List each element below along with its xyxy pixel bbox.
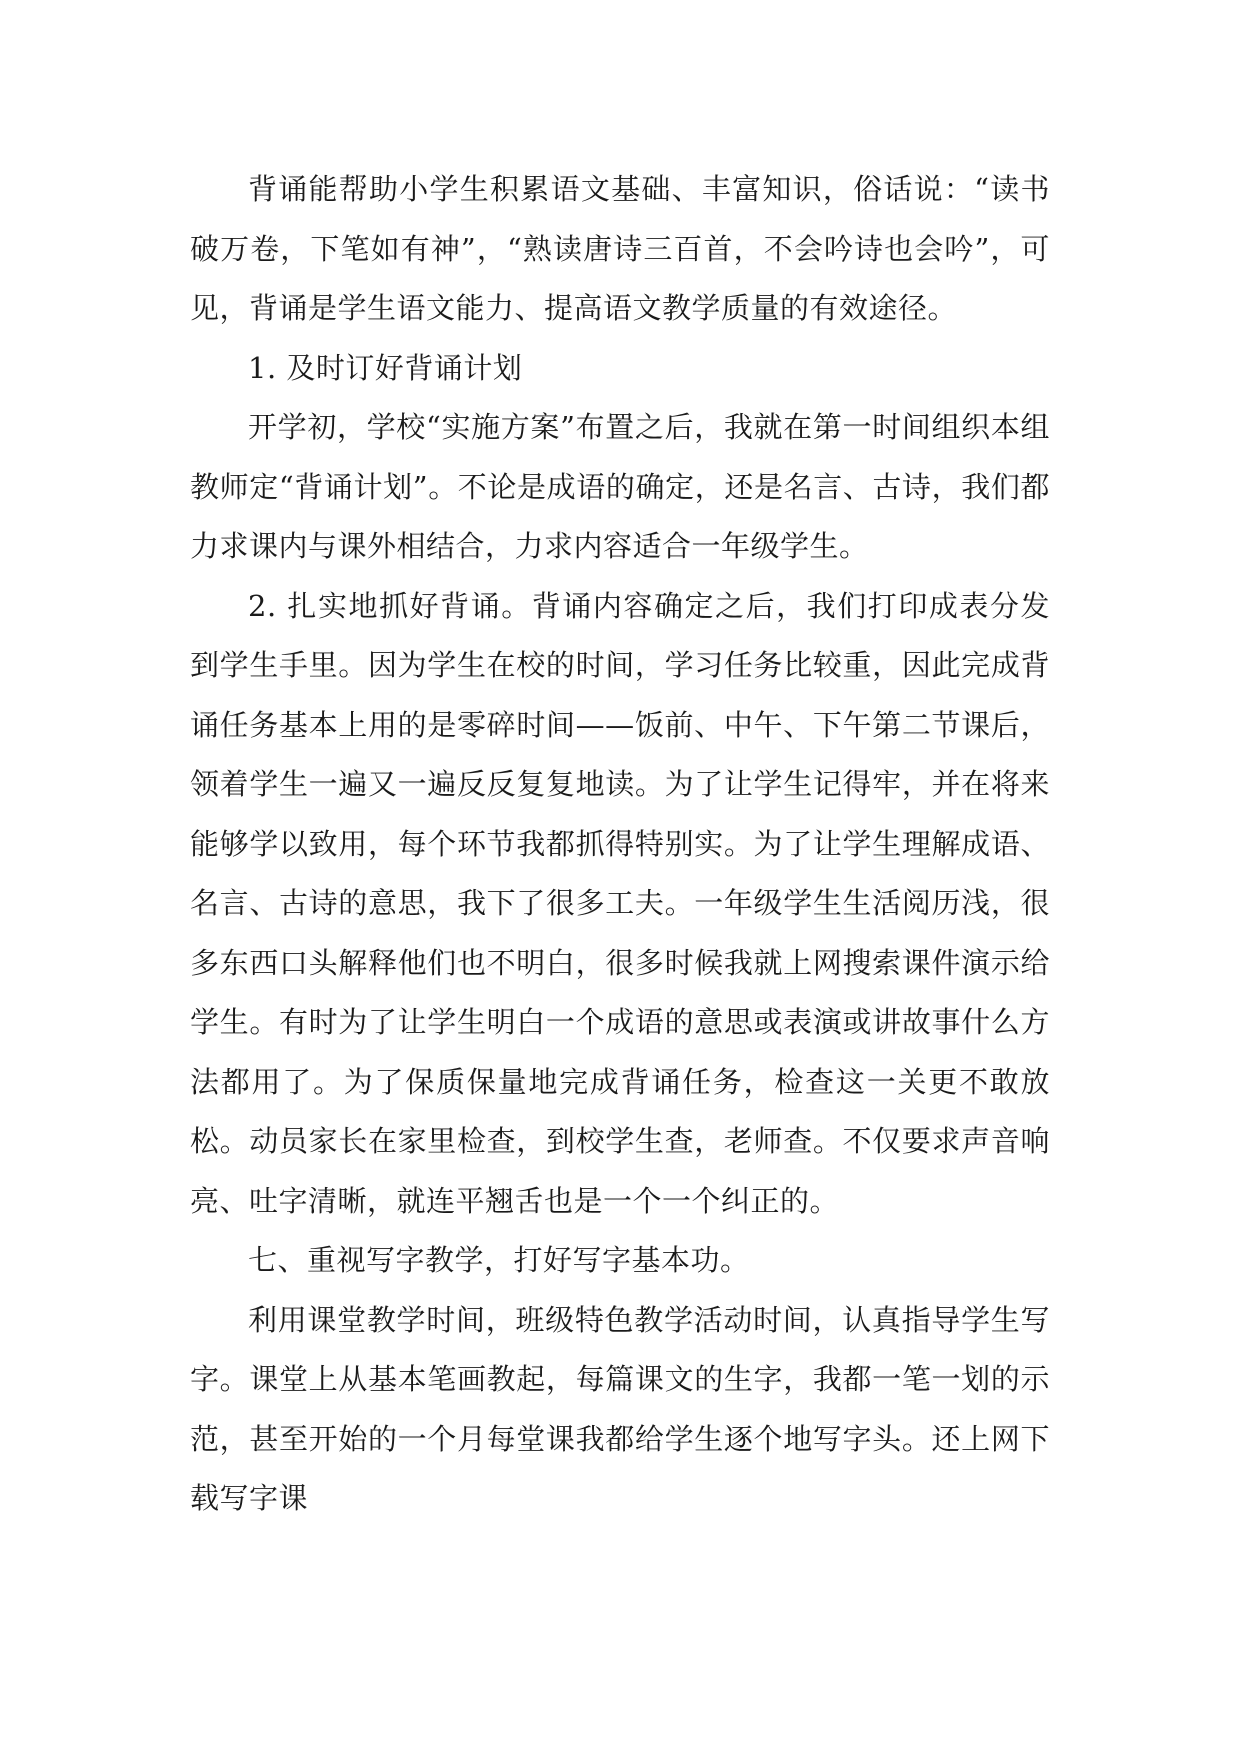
paragraph-recitation-plan: 开学初，学校“实施方案”布置之后，我就在第一时间组织本组教师定“背诵计划”。不论是成语的确定，还是名言、古诗，我们都力求课内与课外相结合，力求内容适合一年级学生。 [190,410,1050,563]
paragraph-writing-teaching: 利用课堂教学时间，班级特色教学活动时间，认真指导学生写字。课堂上从基本笔画教起，每篇课文的生字，我都一笔一划的示范，甚至开始的一个月每堂课我都给学生逐个地写字头。还上网下载写字课 [190,1302,1050,1515]
heading-writing-teaching: 七、重视写字教学，打好写字基本功。 [248,1243,750,1277]
document-body [190,160,1050,1529]
heading-recitation-plan: 1. 及时订好背诵计划 [248,350,523,385]
paragraph-recitation-practice: 2. 扎实地抓好背诵。背诵内容确定之后，我们打印成表分发到学生手里。因为学生在校的时间，学习任务比较重，因此完成背诵任务基本上用的是零碎时间——饭前、中午、下午第二节课后，领着学生一遍又一遍反反复复地读。为了让学生记得牢，并在将来能够学以致用，每个环节我都抓得特别实。为了让学生理解成语、名言、古诗的意思，我下了很多工夫。一年级学生生活阅历浅，很多东西口头解释他们也不明白，很多时候我就上网搜索课件演示给学生。有时为了让学生明白一个成语的意思或表演或讲故事什么方法都用了。为了保质保量地完成背诵任务，检查这一关更不敢放松。动员家长在家里检查，到校学生查，老师查。不仅要求声音响亮、吐字清晰，就连平翘舌也是一个一个纠正的。 [190,588,1050,1218]
paragraph-recitation-intro: 背诵能帮助小学生积累语文基础、丰富知识，俗话说：“读书破万卷，下笔如有神”，“熟读唐诗三百首，不会吟诗也会吟”，可见，背诵是学生语文能力、提高语文教学质量的有效途径。 [190,172,1050,325]
